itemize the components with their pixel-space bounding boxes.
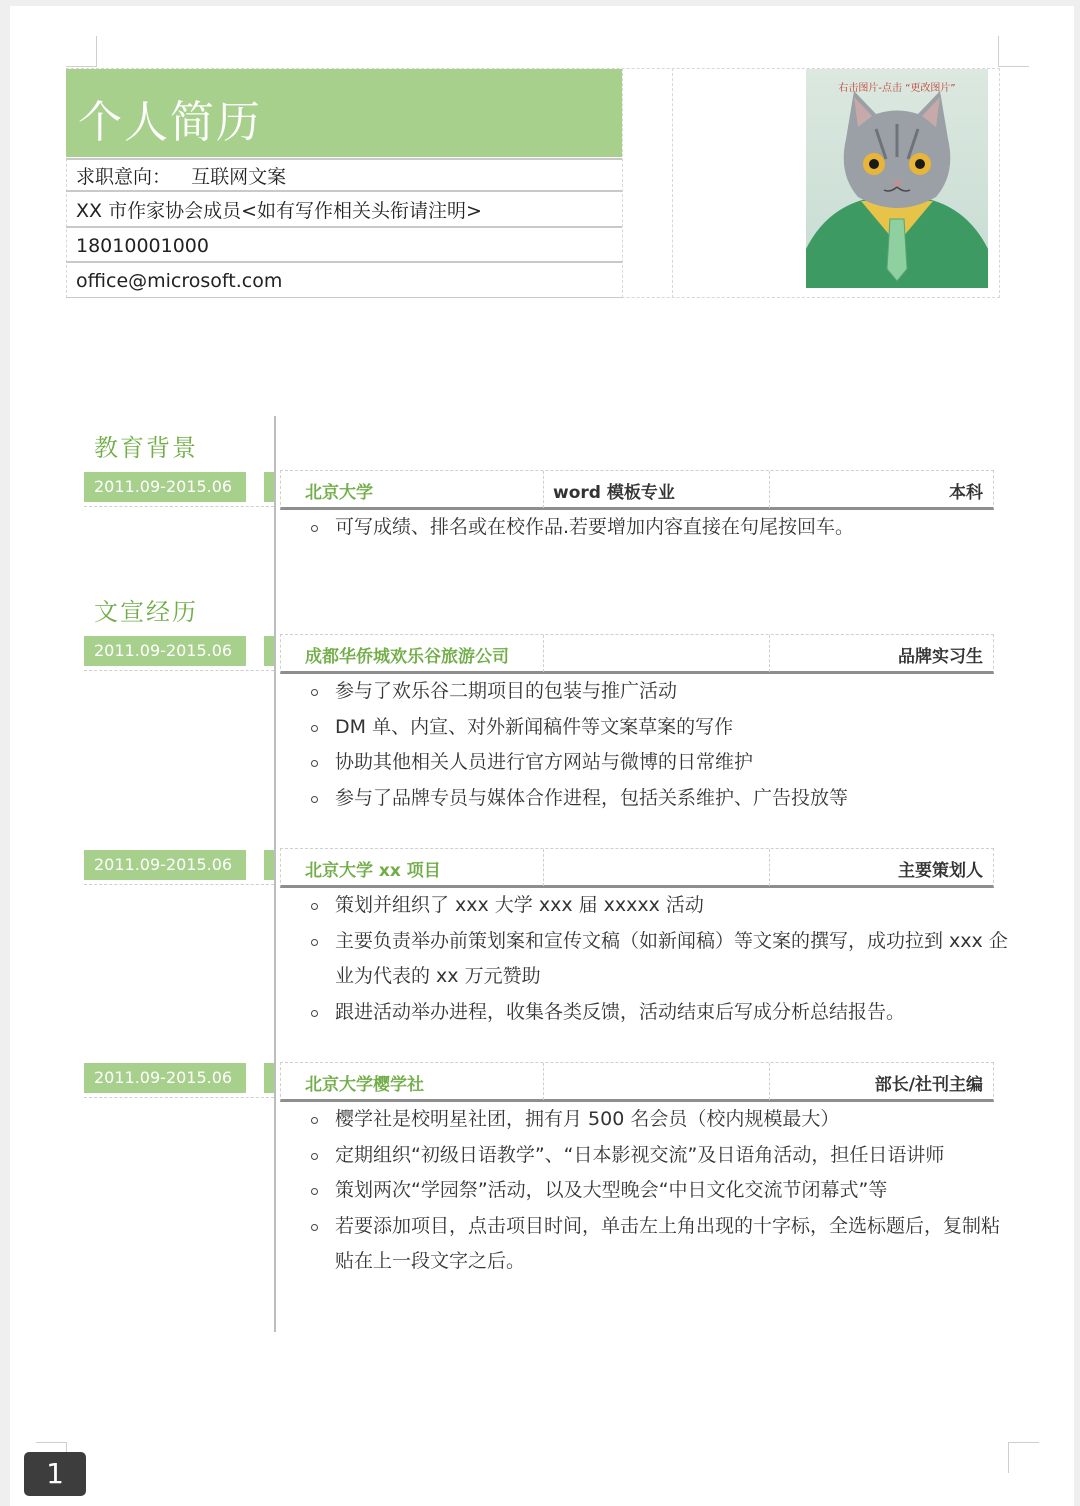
entry-organization: 北京大学樱学社 [305, 1075, 424, 1095]
membership-row[interactable]: XX 市作家协会成员<如有写作相关头衔请注明> [66, 194, 622, 228]
entry-heading[interactable] [280, 634, 994, 674]
entry-bullets [310, 888, 1010, 1030]
entry-organization: 北京大学 [305, 483, 373, 503]
list-item[interactable]: 参与了欢乐谷二期项目的包装与推广活动 [310, 674, 1010, 710]
heading-separator [769, 635, 770, 672]
date-tab [264, 472, 274, 502]
section-title-education: 教育背景 [94, 434, 198, 462]
list-item[interactable]: 若要添加项目，点击项目时间，单击左上角出现的十字标，全选标题后，复制粘贴在上一段文字之后。 [310, 1209, 1010, 1280]
entry-bullets [310, 674, 1010, 816]
date-tab [264, 850, 274, 880]
entry-date[interactable]: 2011.09-2015.06 [84, 636, 246, 666]
date-underline [84, 670, 274, 671]
list-item[interactable]: 策划并组织了 xxx 大学 xxx 届 xxxxx 活动 [310, 888, 1010, 924]
list-item[interactable]: 协助其他相关人员进行官方网站与微博的日常维护 [310, 745, 1010, 781]
list-item[interactable]: 樱学社是校明星社团，拥有月 500 名会员（校内规模最大） [310, 1102, 1010, 1138]
list-item[interactable]: 主要负责举办前策划案和宣传文稿（如新闻稿）等文案的撰写，成功拉到 xxx 企业为代表的 xx 万元赞助 [310, 924, 1010, 995]
date-underline [84, 884, 274, 885]
crop-mark-top-left [66, 36, 97, 67]
header-divider [672, 68, 673, 298]
section-title-experience: 文宣经历 [94, 598, 198, 626]
job-intent-value: 互联网文案 [191, 166, 287, 188]
date-tab [264, 1063, 274, 1093]
page-title[interactable]: 个人简历 [78, 97, 262, 148]
list-item[interactable]: DM 单、内宣、对外新闻稿件等文案草案的写作 [310, 710, 1010, 746]
phone-row[interactable]: 18010001000 [66, 229, 622, 263]
crop-mark-bottom-right [1008, 1442, 1039, 1473]
heading-separator [543, 635, 544, 672]
entry-heading[interactable] [280, 470, 994, 510]
entry-major: word 模板专业 [553, 483, 675, 503]
timeline-line [274, 416, 276, 1332]
list-item[interactable]: 跟进活动举办进程，收集各类反馈，活动结束后写成分析总结报告。 [310, 995, 1010, 1031]
heading-separator [543, 1063, 544, 1100]
crop-mark-top-right [998, 36, 1029, 67]
entry-role: 主要策划人 [898, 861, 983, 881]
heading-separator [769, 471, 770, 508]
email-row[interactable]: office@microsoft.com [66, 264, 622, 298]
photo-hint: 右击图片-点击 “更改图片” [838, 83, 956, 94]
list-item[interactable]: 可写成绩、排名或在校作品.若要增加内容直接在句尾按回车。 [310, 510, 1010, 546]
header-divider [622, 68, 623, 298]
profile-photo[interactable] [806, 69, 988, 288]
entry-organization: 北京大学 xx 项目 [305, 861, 441, 881]
cat-portrait-image [806, 69, 988, 288]
list-item[interactable]: 参与了品牌专员与媒体合作进程，包括关系维护、广告投放等 [310, 781, 1010, 817]
entry-date[interactable]: 2011.09-2015.06 [84, 1063, 246, 1093]
entry-bullets [310, 1102, 1010, 1280]
entry-heading[interactable] [280, 1062, 994, 1102]
page-number-badge: 1 [24, 1452, 86, 1496]
entry-organization: 成都华侨城欢乐谷旅游公司 [305, 647, 509, 667]
heading-separator [769, 1063, 770, 1100]
entry-heading[interactable] [280, 848, 994, 888]
entry-bullets [310, 510, 1010, 546]
heading-separator [769, 849, 770, 886]
entry-role: 品牌实习生 [898, 647, 983, 667]
heading-separator [543, 849, 544, 886]
entry-date[interactable]: 2011.09-2015.06 [84, 850, 246, 880]
job-intent-row[interactable] [66, 158, 622, 192]
entry-date[interactable]: 2011.09-2015.06 [84, 472, 246, 502]
job-intent-label: 求职意向： [76, 166, 172, 188]
date-underline [84, 1097, 274, 1098]
heading-separator [543, 471, 544, 508]
list-item[interactable]: 定期组织“初级日语教学”、“日本影视交流”及日语角活动，担任日语讲师 [310, 1138, 1010, 1174]
list-item[interactable]: 策划两次“学园祭”活动，以及大型晚会“中日文化交流节闭幕式”等 [310, 1173, 1010, 1209]
date-underline [84, 506, 274, 507]
entry-role: 本科 [949, 483, 983, 503]
date-tab [264, 636, 274, 666]
entry-role: 部长/社刊主编 [874, 1075, 983, 1095]
